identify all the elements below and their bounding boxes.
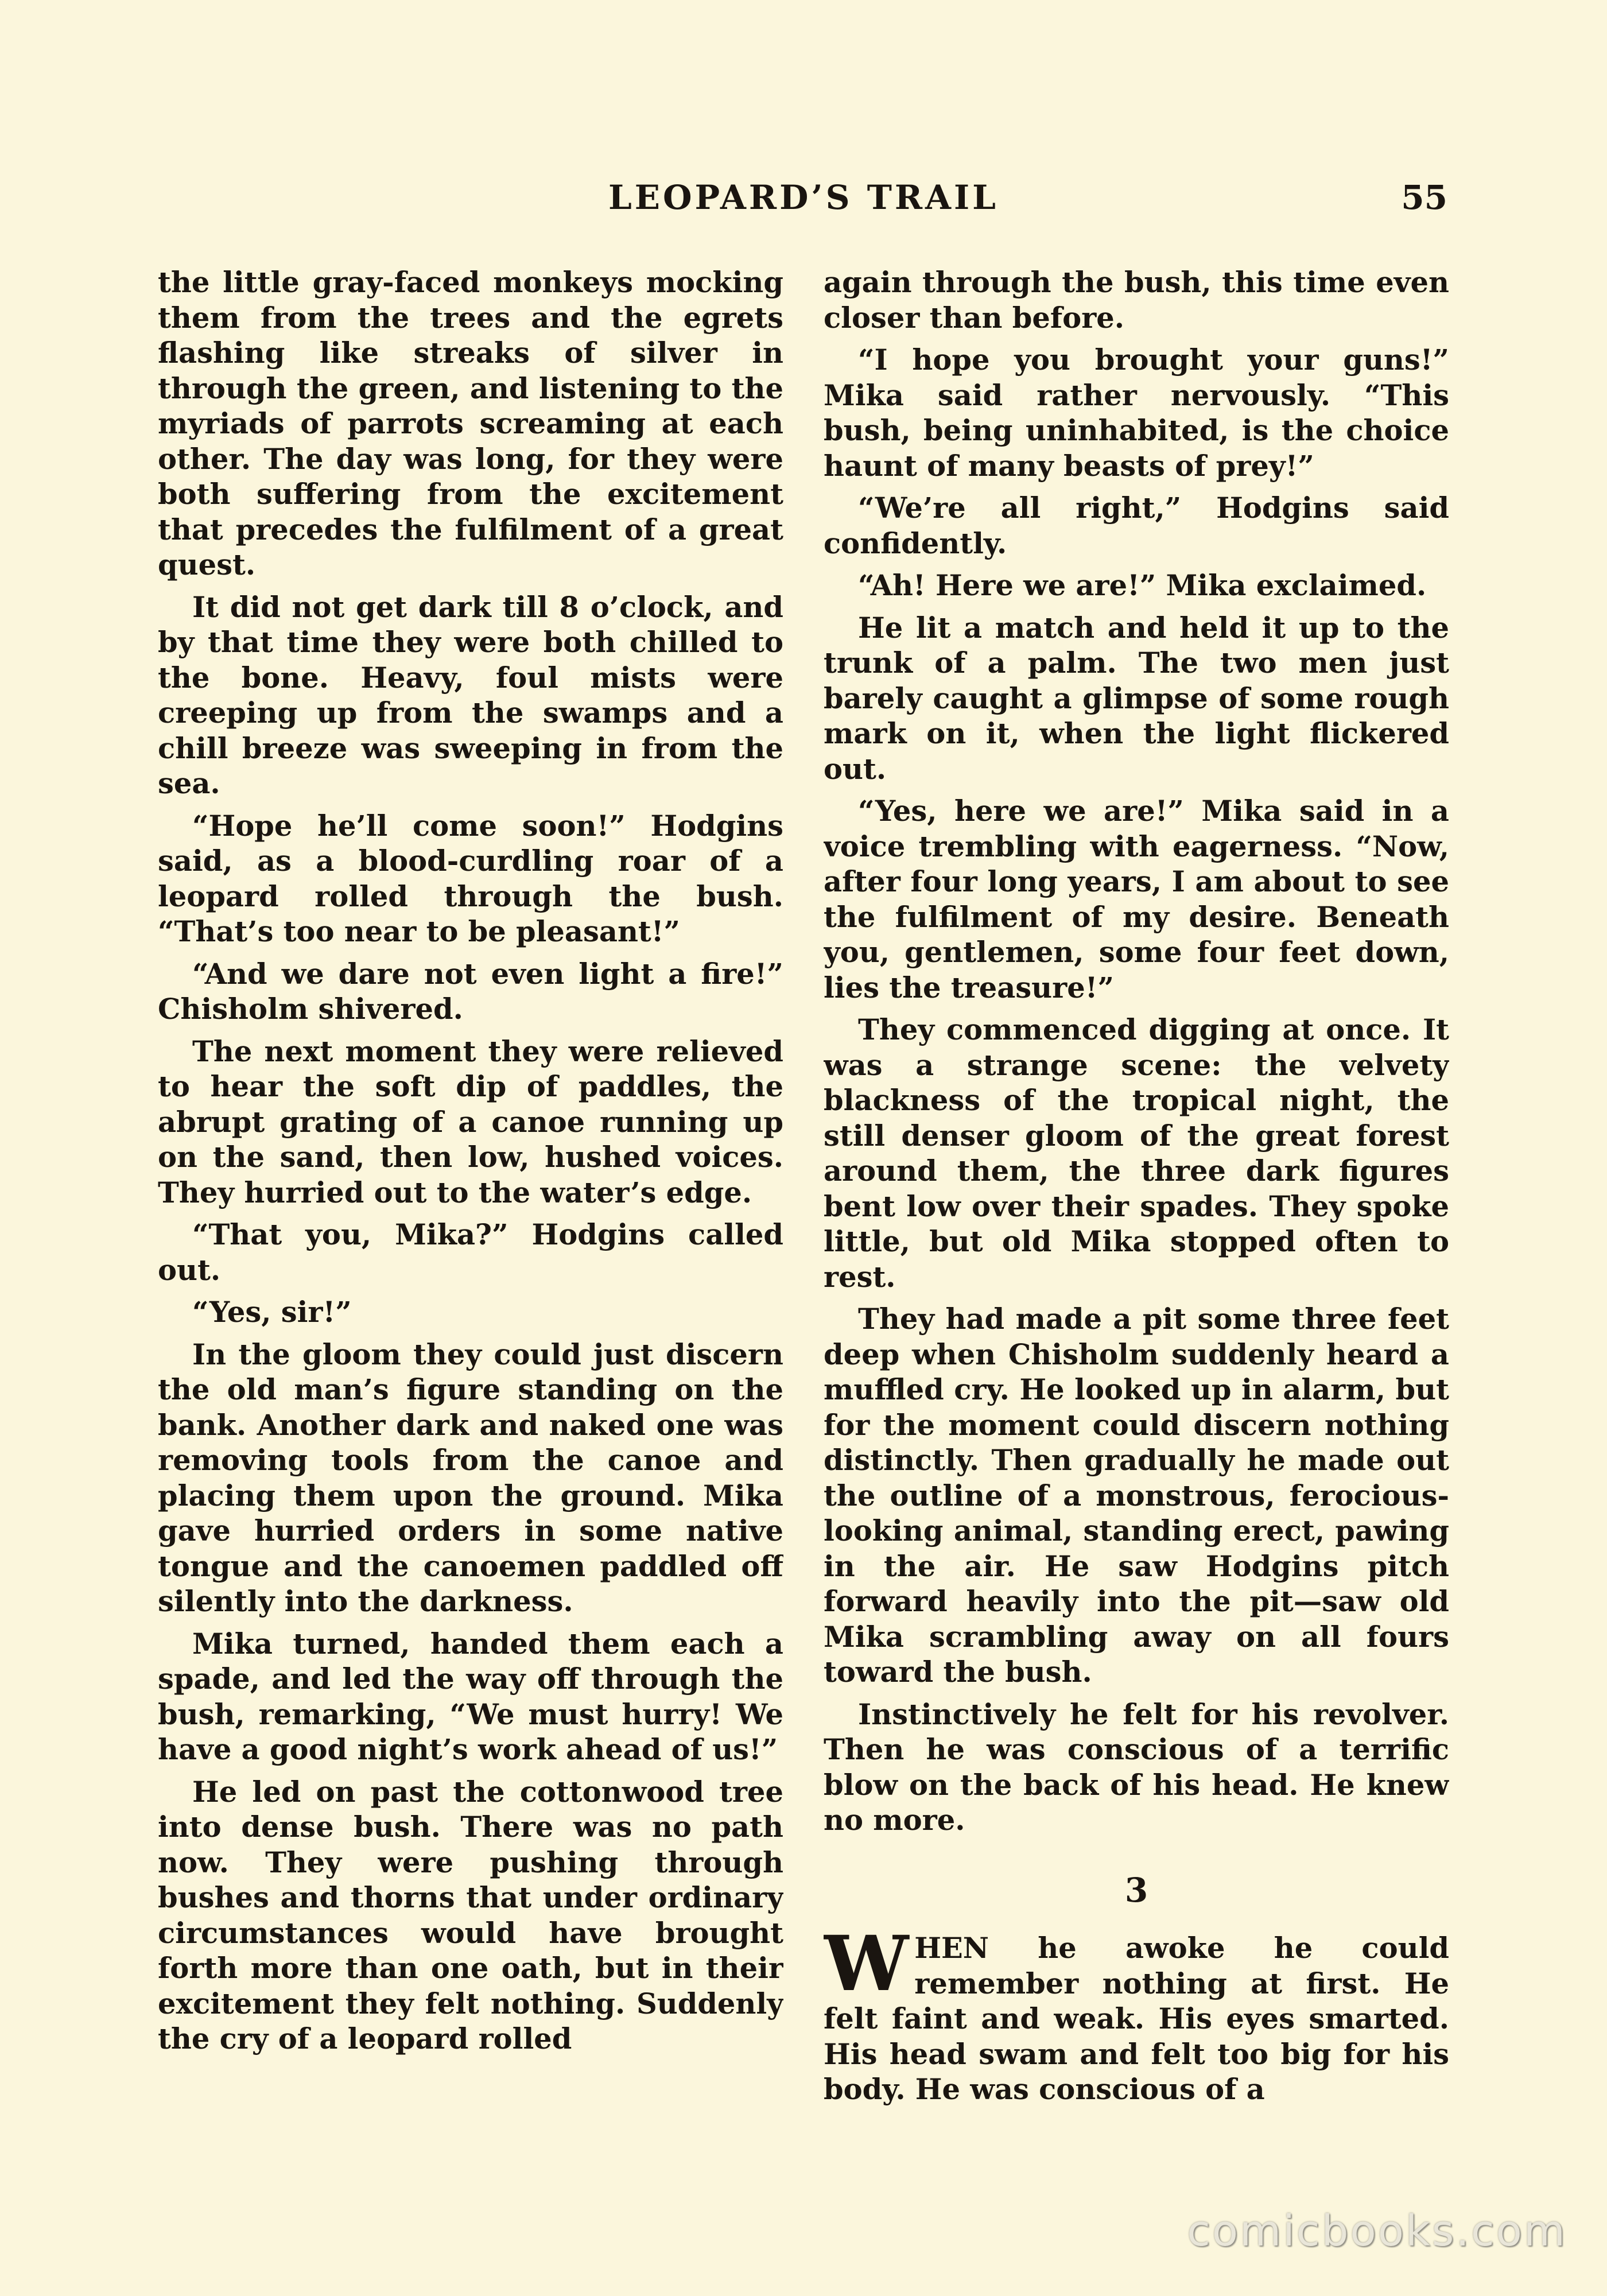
section-text: he awoke he could remember nothing at first. He felt faint and weak. His eyes smarted. His head swam and felt too big for his body. He was conscious of a [824,1932,1449,2106]
paragraph: “We’re all right,” Hodgins said confidently. [824,491,1449,560]
paragraph: They commenced digging at once. It was a strange scene: the velvety blackness of the tropical night, the still denser gloom of the great forest around them, the three dark figures bent low over their spades. They spoke little, but old Mika stopped often to rest. [824,1013,1449,1294]
paragraph: “And we dare not even light a fire!” Chisholm shivered. [158,957,783,1026]
paragraph: Mika turned, handed them each a spade, and led the way off through the bush, remarking, “We must hurry! We have a good night’s work ahead of us!” [158,1627,783,1766]
paragraph: He led on past the cottonwood tree into dense bush. There was no path now. They were pushing through bushes and thorns that under ordinary circumstances would have brought forth more than one oath, but in their excitement they felt nothing. Suddenly the cry of a leopard rolled [158,1775,783,2055]
paragraph: It did not get dark till 8 o’clock, and by that time they were both chilled to the bone. Heavy, foul mists were creeping up from the swamps and a chill breeze was sweeping in from the sea. [158,590,783,800]
paragraph: again through the bush, this time even closer than before. [824,266,1449,335]
page-header [0,178,1607,224]
paragraph: “Yes, sir!” [192,1296,352,1329]
paragraph: “Hope he’ll come soon!” Hodgins said, as a blood-curdling roar of a leopard rolled through the bush. “That’s too near to be pleasant!” [158,809,783,948]
page-number: 55 [1401,178,1447,217]
watermark-logo: comicbooks.com [1187,2206,1567,2256]
paragraph: In the gloom they could just discern the old man’s figure standing on the bank. Another dark and naked one was removing tools from the canoe and placing them upon the ground. Mika gave hurried orders in some native tongue and the canoemen paddled off silently into the darkness. [158,1337,783,1618]
small-caps-lead: HEN [914,1932,989,1965]
paragraph: “Ah! Here we are!” Mika exclaimed. [858,569,1427,602]
running-title: LEOPARD’S TRAIL [608,178,999,217]
paragraph: The next moment they were relieved to hear the soft dip of paddles, the abrupt grating of a canoe running up on the sand, then low, hushed voices. They hurried out to the water’s edge. [158,1034,783,1209]
paragraph: “Yes, here we are!” Mika said in a voice trembling with eagerness. “Now, after four long years, I am about to see the fulfilment of my desire. Beneath you, gentlemen, some four feet down, lies the treasure!” [824,794,1449,1004]
left-column [158,265,783,2125]
paragraph: “I hope you brought your guns!” Mika said rather nervously. “This bush, being uninhabited, is the choice haunt of many beasts of prey!” [824,343,1449,483]
paragraph: “That you, Mika?” Hodgins called out. [158,1218,783,1287]
paragraph: He lit a match and held it up to the trunk of a palm. The two men just barely caught a glimpse of some rough mark on it, when the light flickered out. [824,611,1449,786]
drop-cap: W [824,1919,909,2008]
section-number: 3 [1124,1870,1148,1910]
paragraph: the little gray-faced monkeys mocking them from the trees and the egrets flashing like streaks of silver in through the green, and listening to the myriads of parrots screaming at each other. The day was long, for they were both suffering from the excitement that precedes the fulfilment of a great quest. [158,266,783,581]
section-opening-paragraph [824,1919,1449,2108]
right-column [824,265,1449,2125]
paragraph: They had made a pit some three feet deep when Chisholm suddenly heard a muffled cry. He looked up in alarm, but for the moment could discern nothing distinctly. Then gradually he made out the outline of a monstrous, ferocious-looking animal, standing erect, pawing in the air. He saw Hodgins pitch forward heavily into the pit—saw old Mika scrambling away on all fours toward the bush. [824,1302,1449,1689]
paragraph: Instinctively he felt for his revolver. Then he was conscious of a terrific blow on the back of his head. He knew no more. [824,1697,1449,1837]
